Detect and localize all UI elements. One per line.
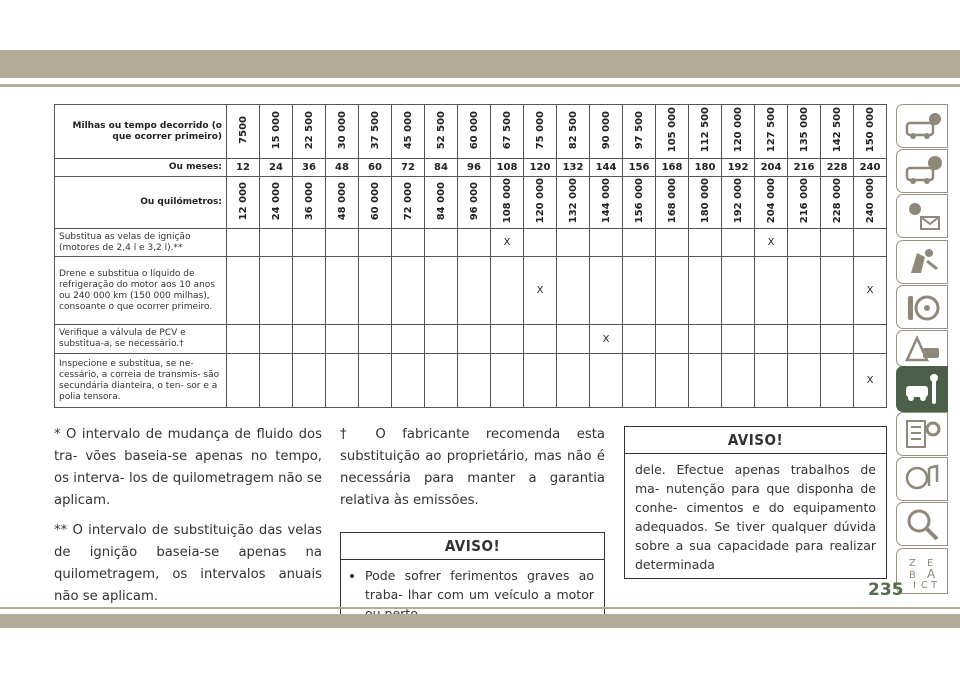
- months-cell: 48: [326, 159, 359, 177]
- vertical-label: 67 500: [501, 110, 513, 150]
- interval-mark: [359, 229, 392, 257]
- warning-body: dele. Efectue apenas trabalhos de ma- nutenção para que disponha de conhe- cimentos e do equipamento adequados. Se tiver qualquer dúvida sobre a sua capacidade para realizar determinada: [635, 462, 876, 572]
- svg-text:B: B: [909, 570, 916, 581]
- interval-mark: [788, 229, 821, 257]
- months-row: [55, 159, 887, 177]
- sidebar-tab-car-road-warning[interactable]: [896, 330, 948, 367]
- vertical-label: 30 000: [336, 110, 348, 150]
- interval-mark: [656, 354, 689, 408]
- note-dagger: † O fabricante recomenda esta substituição ao proprietário, mas não é necessária para manter a garantia relativa às emissões.: [340, 427, 605, 508]
- vertical-label: 142 500: [831, 107, 843, 153]
- interval-mark: [425, 229, 458, 257]
- maintenance-table: [54, 104, 887, 408]
- km-cell: [491, 177, 524, 229]
- km-cell: [293, 177, 326, 229]
- months-cell: 24: [260, 159, 293, 177]
- months-cell: 60: [359, 159, 392, 177]
- interval-mark: [227, 257, 260, 325]
- multimedia-icon: [902, 460, 942, 498]
- sidebar-tab-steering-key[interactable]: [896, 285, 948, 329]
- mileage-cell: [392, 105, 425, 159]
- months-cell: 228: [821, 159, 854, 177]
- mileage-cell: [359, 105, 392, 159]
- sidebar-tab-car-wrench[interactable]: [896, 366, 948, 412]
- months-cell: 36: [293, 159, 326, 177]
- interval-mark: [854, 325, 887, 354]
- interval-mark: [590, 257, 623, 325]
- months-cell: 132: [557, 159, 590, 177]
- car-road-warning-icon: [902, 330, 942, 368]
- interval-mark: [623, 257, 656, 325]
- interval-mark: [293, 257, 326, 325]
- months-cell: 72: [392, 159, 425, 177]
- svg-text:Z: Z: [909, 558, 916, 569]
- row-label: Inspecione e substitua, se ne- cessário, a correia de transmis- são secundária dianteira, o ten- sor e a polia tensora.: [55, 354, 227, 408]
- mileage-cell: [557, 105, 590, 159]
- interval-mark: [326, 257, 359, 325]
- vertical-label: 168 000: [666, 178, 678, 224]
- vertical-label: 22 500: [303, 110, 315, 150]
- interval-mark: [722, 229, 755, 257]
- top-band: [0, 50, 960, 78]
- interval-mark: [656, 325, 689, 354]
- interval-mark: [755, 257, 788, 325]
- interval-mark: [557, 229, 590, 257]
- km-cell: [392, 177, 425, 229]
- vertical-label: 7500: [237, 116, 249, 144]
- interval-mark: [524, 354, 557, 408]
- interval-mark: [392, 325, 425, 354]
- row-label: Drene e substitua o líquido de refrigeração do motor aos 10 anos ou 240 000 km (150 000 milhas), consoante o que ocorrer primeiro.: [55, 257, 227, 325]
- interval-mark: [260, 257, 293, 325]
- interval-mark: X: [590, 325, 623, 354]
- table-row: [55, 257, 887, 325]
- months-cell: 156: [623, 159, 656, 177]
- interval-mark: [326, 354, 359, 408]
- mileage-header: Milhas ou tempo decorrido (o que ocorrer primeiro): [55, 105, 227, 159]
- interval-mark: [293, 229, 326, 257]
- interval-mark: [557, 325, 590, 354]
- km-row: [55, 177, 887, 229]
- months-cell: 12: [227, 159, 260, 177]
- mileage-cell: [293, 105, 326, 159]
- notes-column-3: [624, 424, 887, 579]
- sidebar-tab-settings-list[interactable]: [896, 412, 948, 456]
- months-header: Ou meses:: [55, 159, 227, 177]
- months-cell: 168: [656, 159, 689, 177]
- vertical-label: 48 000: [336, 181, 348, 221]
- vertical-label: 24 000: [270, 181, 282, 221]
- sidebar-tab-airbag-seat[interactable]: [896, 240, 948, 284]
- mileage-cell: [656, 105, 689, 159]
- km-cell: [557, 177, 590, 229]
- interval-mark: X: [491, 229, 524, 257]
- mileage-row: [55, 105, 887, 159]
- lights-message-icon: [902, 197, 942, 235]
- interval-mark: [458, 325, 491, 354]
- vertical-label: 72 000: [402, 181, 414, 221]
- interval-mark: [359, 325, 392, 354]
- interval-mark: [392, 354, 425, 408]
- interval-mark: X: [854, 257, 887, 325]
- mileage-cell: [788, 105, 821, 159]
- vertical-label: 60 000: [468, 110, 480, 150]
- km-cell: [359, 177, 392, 229]
- car-wrench-icon: [902, 370, 942, 408]
- interval-mark: [755, 325, 788, 354]
- months-cell: 96: [458, 159, 491, 177]
- vertical-label: 144 000: [600, 178, 612, 224]
- interval-mark: [557, 257, 590, 325]
- mileage-cell: [524, 105, 557, 159]
- mileage-cell: [227, 105, 260, 159]
- vertical-label: 15 000: [270, 110, 282, 150]
- months-cell: 192: [722, 159, 755, 177]
- magnifier-icon: [902, 505, 942, 543]
- interval-mark: [854, 229, 887, 257]
- row-label: Verifique a válvula de PCV e substitua-a, se necessário.†: [55, 325, 227, 354]
- interval-mark: [590, 229, 623, 257]
- interval-mark: [821, 325, 854, 354]
- mileage-cell: [491, 105, 524, 159]
- interval-mark: [689, 325, 722, 354]
- interval-mark: [689, 354, 722, 408]
- interval-mark: [260, 325, 293, 354]
- months-cell: 180: [689, 159, 722, 177]
- months-cell: 240: [854, 159, 887, 177]
- notes-column-1: [54, 424, 322, 616]
- vertical-label: 216 000: [798, 178, 810, 224]
- km-cell: [788, 177, 821, 229]
- mileage-cell: [458, 105, 491, 159]
- interval-mark: [359, 354, 392, 408]
- mileage-cell: [623, 105, 656, 159]
- km-cell: [623, 177, 656, 229]
- airbag-seat-icon: [902, 243, 942, 281]
- mileage-cell: [755, 105, 788, 159]
- interval-mark: [293, 325, 326, 354]
- steering-key-icon: [902, 288, 942, 326]
- interval-mark: [326, 325, 359, 354]
- interval-mark: [788, 354, 821, 408]
- interval-mark: [788, 325, 821, 354]
- sidebar-tab-car-warning[interactable]: [896, 149, 948, 193]
- row-label: Substitua as velas de ignição (motores de 2,4 l e 3,2 l).**: [55, 229, 227, 257]
- interval-mark: X: [755, 229, 788, 257]
- table-row: [55, 229, 887, 257]
- interval-mark: [392, 229, 425, 257]
- km-cell: [755, 177, 788, 229]
- interval-mark: [260, 229, 293, 257]
- interval-mark: [821, 354, 854, 408]
- interval-mark: [458, 229, 491, 257]
- sidebar-tab-magnifier[interactable]: [896, 502, 948, 546]
- car-info-icon: [902, 107, 942, 145]
- settings-list-icon: [902, 415, 942, 453]
- vertical-label: 150 000: [864, 107, 876, 153]
- interval-mark: [722, 257, 755, 325]
- km-cell: [326, 177, 359, 229]
- km-cell: [260, 177, 293, 229]
- months-cell: 84: [425, 159, 458, 177]
- months-cell: 144: [590, 159, 623, 177]
- km-cell: [656, 177, 689, 229]
- mileage-cell: [689, 105, 722, 159]
- months-cell: 120: [524, 159, 557, 177]
- bottom-band: [0, 614, 960, 628]
- interval-mark: [491, 325, 524, 354]
- km-cell: [458, 177, 491, 229]
- vertical-label: 180 000: [699, 178, 711, 224]
- months-cell: 216: [788, 159, 821, 177]
- vertical-label: 105 000: [666, 107, 678, 153]
- vertical-label: 52 500: [435, 110, 447, 150]
- interval-mark: [821, 229, 854, 257]
- page-number: 235: [868, 580, 904, 600]
- interval-mark: [557, 354, 590, 408]
- notes-column-2: [340, 424, 605, 628]
- interval-mark: [821, 257, 854, 325]
- km-cell: [425, 177, 458, 229]
- alphabet-index-icon: [902, 552, 942, 590]
- mileage-cell: [260, 105, 293, 159]
- interval-mark: [623, 354, 656, 408]
- mileage-cell: [425, 105, 458, 159]
- interval-mark: [359, 257, 392, 325]
- warning-title: AVISO!: [341, 533, 604, 560]
- vertical-label: 96 000: [468, 181, 480, 221]
- interval-mark: [227, 354, 260, 408]
- interval-mark: [227, 325, 260, 354]
- vertical-label: 97 500: [633, 110, 645, 150]
- svg-text:T: T: [931, 580, 938, 590]
- interval-mark: [623, 325, 656, 354]
- sidebar-tab-car-info[interactable]: [896, 104, 948, 148]
- vertical-label: 108 000: [501, 178, 513, 224]
- vertical-label: 37 500: [369, 110, 381, 150]
- mileage-cell: [326, 105, 359, 159]
- mileage-cell: [590, 105, 623, 159]
- interval-mark: [689, 257, 722, 325]
- vertical-label: 45 000: [402, 110, 414, 150]
- km-cell: [689, 177, 722, 229]
- km-cell: [821, 177, 854, 229]
- note-spark-plugs: ** O intervalo de substituição das velas de ignição baseia-se apenas na quilometragem, os intervalos anuais não se aplicam.: [54, 523, 322, 604]
- interval-mark: [293, 354, 326, 408]
- vertical-label: 75 000: [534, 110, 546, 150]
- interval-mark: [392, 257, 425, 325]
- interval-mark: [689, 229, 722, 257]
- months-cell: 108: [491, 159, 524, 177]
- vertical-label: 90 000: [600, 110, 612, 150]
- interval-mark: [491, 257, 524, 325]
- interval-mark: [458, 354, 491, 408]
- interval-mark: [524, 325, 557, 354]
- interval-mark: [458, 257, 491, 325]
- vertical-label: 84 000: [435, 181, 447, 221]
- interval-mark: [722, 354, 755, 408]
- vertical-label: 132 000: [567, 178, 579, 224]
- mileage-cell: [821, 105, 854, 159]
- interval-mark: [755, 354, 788, 408]
- vertical-label: 82 500: [567, 110, 579, 150]
- svg-text:E: E: [927, 558, 934, 569]
- top-rule: [0, 84, 960, 87]
- vertical-label: 127 500: [765, 107, 777, 153]
- vertical-label: 192 000: [732, 178, 744, 224]
- interval-mark: [656, 257, 689, 325]
- table-row: [55, 325, 887, 354]
- months-cell: 204: [755, 159, 788, 177]
- km-header: Ou quilómetros:: [55, 177, 227, 229]
- svg-text:C: C: [921, 580, 928, 590]
- warning-title: AVISO!: [625, 427, 886, 454]
- interval-mark: [425, 325, 458, 354]
- interval-mark: [425, 354, 458, 408]
- vertical-label: 135 000: [798, 107, 810, 153]
- interval-mark: [260, 354, 293, 408]
- warning-bullet: • Pode sofrer ferimentos graves ao traba- lhar com um veículo a motor: [365, 566, 594, 623]
- interval-mark: X: [854, 354, 887, 408]
- interval-mark: [590, 354, 623, 408]
- svg-text:A: A: [927, 567, 936, 581]
- mileage-cell: [854, 105, 887, 159]
- km-cell: [854, 177, 887, 229]
- interval-mark: [326, 229, 359, 257]
- sidebar-tab-alphabet-index[interactable]: [896, 548, 948, 594]
- interval-mark: [722, 325, 755, 354]
- interval-mark: [524, 229, 557, 257]
- vertical-label: 120 000: [732, 107, 744, 153]
- interval-mark: [788, 257, 821, 325]
- interval-mark: [491, 354, 524, 408]
- km-cell: [524, 177, 557, 229]
- vertical-label: 156 000: [633, 178, 645, 224]
- bottom-rule: [0, 607, 960, 609]
- km-cell: [227, 177, 260, 229]
- vertical-label: 60 000: [369, 181, 381, 221]
- interval-mark: [656, 229, 689, 257]
- interval-mark: [227, 229, 260, 257]
- km-cell: [590, 177, 623, 229]
- vertical-label: 112 500: [699, 107, 711, 153]
- interval-mark: X: [524, 257, 557, 325]
- km-cell: [722, 177, 755, 229]
- svg-text:I: I: [913, 580, 916, 590]
- vertical-label: 228 000: [831, 178, 843, 224]
- interval-mark: [425, 257, 458, 325]
- car-warning-icon: [902, 152, 942, 190]
- vertical-label: 240 000: [864, 178, 876, 224]
- vertical-label: 204 000: [765, 178, 777, 224]
- warning-box-2: [624, 426, 887, 579]
- interval-mark: [623, 229, 656, 257]
- vertical-label: 36 000: [303, 181, 315, 221]
- vertical-label: 12 000: [237, 181, 249, 221]
- mileage-cell: [722, 105, 755, 159]
- vertical-label: 120 000: [534, 178, 546, 224]
- table-row: [55, 354, 887, 408]
- sidebar-tab-lights-message[interactable]: [896, 194, 948, 238]
- sidebar-tab-multimedia[interactable]: [896, 457, 948, 501]
- note-brake-fluid: * O intervalo de mudança de fluido dos tra- vões baseia-se apenas no tempo, os interva- los de quilometragem não se aplicam.: [54, 427, 322, 508]
